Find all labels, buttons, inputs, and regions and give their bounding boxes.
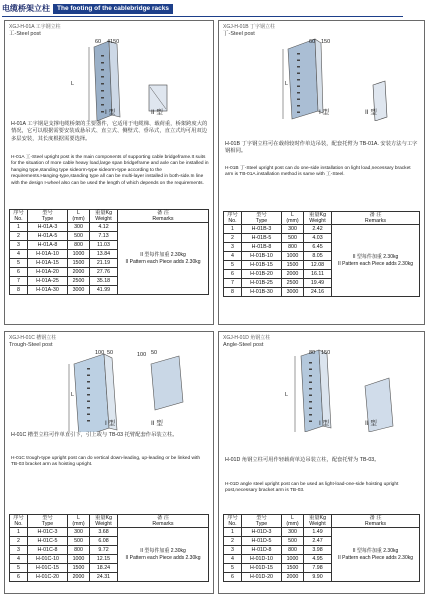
panel-subtitle: Trough-Steel post <box>9 342 53 348</box>
table-cell: H-01C-10 <box>28 555 68 564</box>
table-cell: H-01A-30 <box>28 286 68 295</box>
spec-table <box>223 514 420 582</box>
dimension-label: 150 <box>321 350 331 356</box>
table-row <box>224 225 420 234</box>
header-en: Remarks <box>364 521 387 527</box>
dimension-label: 150 <box>321 39 331 45</box>
table-header-cell <box>118 210 209 223</box>
table-cell: H-01D-10 <box>242 555 282 564</box>
dimension-label: 50 <box>151 350 158 356</box>
table-cell: 3000 <box>282 288 304 297</box>
panel-code: XGJ-H-01B 丁字钢立柱 <box>223 24 275 30</box>
header-en: Type <box>41 216 54 222</box>
table-cell: 2 <box>10 537 28 546</box>
table-header-cell <box>118 515 209 528</box>
table-header-cell <box>242 515 282 528</box>
table-cell: 24.31 <box>90 573 118 582</box>
dimension-label: 60 <box>309 39 316 45</box>
table-row <box>10 528 209 537</box>
type-i-label: I 型 <box>319 420 330 427</box>
table-cell: 6.45 <box>304 243 332 252</box>
table-cell: 7.98 <box>304 564 332 573</box>
table-cell: 1500 <box>282 261 304 270</box>
table-header-cell <box>282 515 304 528</box>
table-cell: H-01A-20 <box>28 268 68 277</box>
header-cn: 型号 <box>256 212 267 218</box>
table-cell: 3 <box>224 546 242 555</box>
table-cell: 500 <box>282 234 304 243</box>
table-header-cell <box>90 210 118 223</box>
header-en: Type <box>255 218 268 224</box>
table-cell: H-01C-3 <box>28 528 68 537</box>
header-en: (mm) <box>286 218 299 224</box>
table-cell: 300 <box>282 225 304 234</box>
panel-h01d <box>218 331 425 594</box>
description-en: H-01B 丁-Steel upright post can do one-side installation on light load,necessary bracket arm is TB-01A.installation method is same with 工-Steel. <box>225 166 411 178</box>
table-cell: 1500 <box>68 564 90 573</box>
table-cell: 4 <box>10 250 28 259</box>
table-cell: 3.68 <box>90 528 118 537</box>
dimension-label: 100 <box>137 352 147 358</box>
table-cell: H-01D-8 <box>242 546 282 555</box>
table-cell: 2000 <box>68 268 90 277</box>
table-header-cell <box>224 212 242 225</box>
header-cn: 重量Kg <box>308 515 327 521</box>
table-header-cell <box>332 212 420 225</box>
table-cell: 2 <box>224 537 242 546</box>
header-cn: 型号 <box>42 210 53 216</box>
header-cn: L <box>77 515 80 521</box>
description-cn: H-01B 丁字钢立柱可在载荷较时作单边吊装，配套托臂为 TB-01A. 安装方法与工字钢相同。 <box>225 141 418 155</box>
table-cell: 8.05 <box>304 252 332 261</box>
table-cell: 500 <box>282 537 304 546</box>
panel-code: XGJ-H-01D 角钢立柱 <box>223 335 271 341</box>
table-cell: 300 <box>68 223 90 232</box>
table-cell: 2.42 <box>304 225 332 234</box>
dimension-label: 60 <box>95 39 102 45</box>
table-header-cell <box>68 210 90 223</box>
panel-code: XGJ-H-01A 工字钢立柱 <box>9 24 61 30</box>
table-cell: 2000 <box>282 573 304 582</box>
type-i-label: I 型 <box>105 420 116 427</box>
table-cell: H-01D-5 <box>242 537 282 546</box>
table-cell: 2 <box>224 234 242 243</box>
header-cn: L <box>77 210 80 216</box>
table-header-cell <box>90 515 118 528</box>
table-cell: 12.08 <box>304 261 332 270</box>
dimension-label: 50 <box>107 350 114 356</box>
header-en: Type <box>41 521 54 527</box>
table-cell: 16.11 <box>304 270 332 279</box>
table-cell: 1 <box>224 225 242 234</box>
table-cell: 500 <box>68 232 90 241</box>
table-cell: 3 <box>10 241 28 250</box>
panel-h01c <box>4 331 214 594</box>
table-cell: 2000 <box>282 270 304 279</box>
banner-rule <box>2 16 403 17</box>
table-header-cell <box>28 515 68 528</box>
description-cn: H-01A 工字钢是支撑电缆桥架的主要器件，它适用于电缆梯、载荷重，桥架跨度大的情况，它可以根据需要安装成悬吊式、直立式、侧壁式、垂吊式，直立式均可用双边多层安装，其长度根据需要选择。 <box>11 121 208 142</box>
remarks-cell: II 型每件加重 2.30kg II Pattern each Piece adds 2.30kg <box>118 223 209 295</box>
type-i-label: I 型 <box>105 109 116 116</box>
table-cell: 18.24 <box>90 564 118 573</box>
header-en: Type <box>255 521 268 527</box>
header-en: Weight <box>95 521 112 527</box>
table-cell: 21.19 <box>90 259 118 268</box>
table-header-cell <box>282 212 304 225</box>
table-cell: 300 <box>68 528 90 537</box>
table-cell: 9.90 <box>304 573 332 582</box>
table-header-cell <box>10 515 28 528</box>
table-cell: 5 <box>224 261 242 270</box>
length-label: L <box>71 81 75 87</box>
panel-subtitle: 丁-Steel post <box>223 31 255 37</box>
table-row <box>224 528 420 537</box>
header-en: Weight <box>309 521 326 527</box>
table-cell: 3.98 <box>304 546 332 555</box>
header-cn: 重量Kg <box>308 212 327 218</box>
length-label: L <box>285 81 289 87</box>
dimension-label: 80 <box>309 350 316 356</box>
table-cell: 6 <box>10 573 28 582</box>
table-cell: 2000 <box>68 573 90 582</box>
description-cn: H-01C 槽型立柱可作单直引下，引上或与 TB-03 托臂配套作吊装立柱。 <box>11 432 178 438</box>
table-cell: 6 <box>224 573 242 582</box>
table-cell: 4 <box>10 555 28 564</box>
table-cell: 7 <box>10 277 28 286</box>
table-header-cell <box>304 212 332 225</box>
table-cell: 2500 <box>68 277 90 286</box>
table-cell: 12.15 <box>90 555 118 564</box>
table-cell: 13.84 <box>90 250 118 259</box>
table-cell: 1000 <box>68 555 90 564</box>
table-cell: 3000 <box>68 286 90 295</box>
table-cell: H-01D-3 <box>242 528 282 537</box>
spec-table <box>223 211 420 297</box>
header-en: Remarks <box>152 521 174 527</box>
header-cn: 重量Kg <box>94 515 113 521</box>
table-cell: 800 <box>282 546 304 555</box>
table-cell: 1000 <box>282 252 304 261</box>
table-cell: H-01B-15 <box>242 261 282 270</box>
header-cn: 序号 <box>227 212 238 218</box>
header-en: (mm) <box>72 521 85 527</box>
table-cell: 24.16 <box>304 288 332 297</box>
header-en: No. <box>228 218 237 224</box>
header-cn: 型号 <box>42 515 53 521</box>
description-cn: H-01D 角钢立柱可用作轻载荷单边吊装立柱，配套托臂为 TB-03。 <box>225 457 380 463</box>
remarks-cell: II 型每件加重 2.30kg II Pattern each Piece adds 2.30kg <box>118 528 209 582</box>
table-cell: 4.03 <box>304 234 332 243</box>
header-en: (mm) <box>286 521 299 527</box>
table-header-cell <box>68 515 90 528</box>
table-cell: 4 <box>224 555 242 564</box>
header-en: No. <box>228 521 237 527</box>
table-cell: 2.47 <box>304 537 332 546</box>
header-en: Weight <box>95 216 112 222</box>
table-cell: 41.99 <box>90 286 118 295</box>
table-cell: H-01A-10 <box>28 250 68 259</box>
dimension-label: 4150 <box>107 39 120 45</box>
table-header-cell <box>332 515 420 528</box>
header-cn: 重量Kg <box>94 210 113 216</box>
banner-title-cn: 电缆桥架立柱 <box>2 4 50 13</box>
header-cn: 序号 <box>13 515 24 521</box>
table-cell: 1 <box>224 528 242 537</box>
type-i-label: I 型 <box>319 109 330 116</box>
remarks-cell: II 型每件加重 2.30kg II Pattern each Piece adds 2.30kg <box>332 225 420 297</box>
panel-subtitle: 工-Steel post <box>9 31 41 37</box>
type-ii-label: II 型 <box>151 109 163 116</box>
header-en: Remarks <box>364 218 387 224</box>
table-cell: 7.13 <box>90 232 118 241</box>
table-cell: H-01A-5 <box>28 232 68 241</box>
table-cell: H-01A-15 <box>28 259 68 268</box>
description-en: H-01C trough-type upright post can do vertical down-leading, up-leading or be linked with TB-03 bracket arm as hoisting upright. <box>11 456 201 468</box>
table-cell: H-01B-5 <box>242 234 282 243</box>
table-header-cell <box>28 210 68 223</box>
description-en: H-01D angle steel upright post can be used as light-load-one-side hoisting upright post,necessary bracket arm is TB-03. <box>225 482 399 494</box>
table-cell: 5 <box>10 564 28 573</box>
table-cell: H-01B-25 <box>242 279 282 288</box>
table-cell: H-01B-20 <box>242 270 282 279</box>
table-cell: H-01C-15 <box>28 564 68 573</box>
header-en: No. <box>14 521 23 527</box>
type-ii-label: II 型 <box>151 420 163 427</box>
table-cell: 6.08 <box>90 537 118 546</box>
table-cell: 800 <box>68 546 90 555</box>
table-cell: 1.49 <box>304 528 332 537</box>
table-cell: 2500 <box>282 279 304 288</box>
spec-table <box>9 209 209 295</box>
table-cell: 9.72 <box>90 546 118 555</box>
table-header-cell <box>304 515 332 528</box>
header-cn: 型号 <box>256 515 267 521</box>
type-ii-label: II 型 <box>365 109 377 116</box>
table-cell: H-01A-3 <box>28 223 68 232</box>
header-en: Remarks <box>152 216 174 222</box>
header-cn: L <box>291 212 294 218</box>
table-cell: 4 <box>224 252 242 261</box>
table-cell: 11.03 <box>90 241 118 250</box>
table-cell: 500 <box>68 537 90 546</box>
remarks-cell: II 型每件加重 2.30kg II Pattern each Piece adds 2.30kg <box>332 528 420 582</box>
table-cell: 800 <box>282 243 304 252</box>
spec-table <box>9 514 209 582</box>
header-en: (mm) <box>72 216 85 222</box>
banner-title-en: The footing of the cablebridge racks <box>53 4 173 14</box>
panel-subtitle: Angle-Steel post <box>223 342 264 348</box>
table-cell: 5 <box>224 564 242 573</box>
table-header-cell <box>242 212 282 225</box>
table-cell: H-01A-8 <box>28 241 68 250</box>
table-row <box>10 223 209 232</box>
table-cell: 7 <box>224 279 242 288</box>
header-en: Weight <box>309 218 326 224</box>
table-cell: 1 <box>10 528 28 537</box>
table-cell: 3 <box>10 546 28 555</box>
table-cell: 4.95 <box>304 555 332 564</box>
header-en: No. <box>14 216 23 222</box>
table-cell: 1500 <box>68 259 90 268</box>
table-cell: H-01C-20 <box>28 573 68 582</box>
table-header-cell <box>10 210 28 223</box>
header-cn: 序号 <box>227 515 238 521</box>
dimension-label: 100 <box>95 350 105 356</box>
table-cell: H-01C-5 <box>28 537 68 546</box>
table-cell: H-01C-8 <box>28 546 68 555</box>
table-cell: H-01D-15 <box>242 564 282 573</box>
table-cell: 1500 <box>282 564 304 573</box>
table-cell: H-01B-30 <box>242 288 282 297</box>
table-cell: 8 <box>224 288 242 297</box>
table-cell: 6 <box>10 268 28 277</box>
table-cell: 1000 <box>68 250 90 259</box>
panel-h01a <box>4 20 214 325</box>
panel-h01b <box>218 20 425 325</box>
type-ii-label: II 型 <box>365 420 377 427</box>
table-cell: 1000 <box>282 555 304 564</box>
table-cell: 1 <box>10 223 28 232</box>
table-cell: 300 <box>282 528 304 537</box>
length-label: L <box>285 392 289 398</box>
table-cell: 19.49 <box>304 279 332 288</box>
table-cell: H-01B-10 <box>242 252 282 261</box>
length-label: L <box>71 392 75 398</box>
table-header-cell <box>224 515 242 528</box>
table-cell: 35.18 <box>90 277 118 286</box>
table-cell: 3 <box>224 243 242 252</box>
header-cn: 备 注 <box>369 212 382 218</box>
table-cell: 5 <box>10 259 28 268</box>
header-cn: 序号 <box>13 210 24 216</box>
table-cell: 2 <box>10 232 28 241</box>
table-cell: 800 <box>68 241 90 250</box>
table-cell: H-01A-25 <box>28 277 68 286</box>
table-cell: 27.76 <box>90 268 118 277</box>
table-cell: H-01B-8 <box>242 243 282 252</box>
table-cell: H-01B-3 <box>242 225 282 234</box>
header-cn: L <box>291 515 294 521</box>
table-cell: H-01D-20 <box>242 573 282 582</box>
header-cn: 备 注 <box>369 515 382 521</box>
panel-code: XGJ-H-01C 槽钢立柱 <box>9 335 57 341</box>
table-cell: 8 <box>10 286 28 295</box>
table-cell: 4.12 <box>90 223 118 232</box>
header-cn: 备 注 <box>156 210 170 216</box>
page-banner <box>2 3 173 14</box>
table-cell: 6 <box>224 270 242 279</box>
description-en: H-01A 工-Steel upright post is the main components of supporting cable bridgeframe.It suits for the situation of more cable heavy load,large span bridgeframe and axle can be installed in hanging type,standing type sideorm-type sideorm-type according to the requirements.Hanging-type,standing type all can be multi-layer installed in both-side.In line with the design I-wheel also can be used the length of which depends on the requirements. <box>11 155 209 186</box>
header-cn: 备 注 <box>156 515 170 521</box>
